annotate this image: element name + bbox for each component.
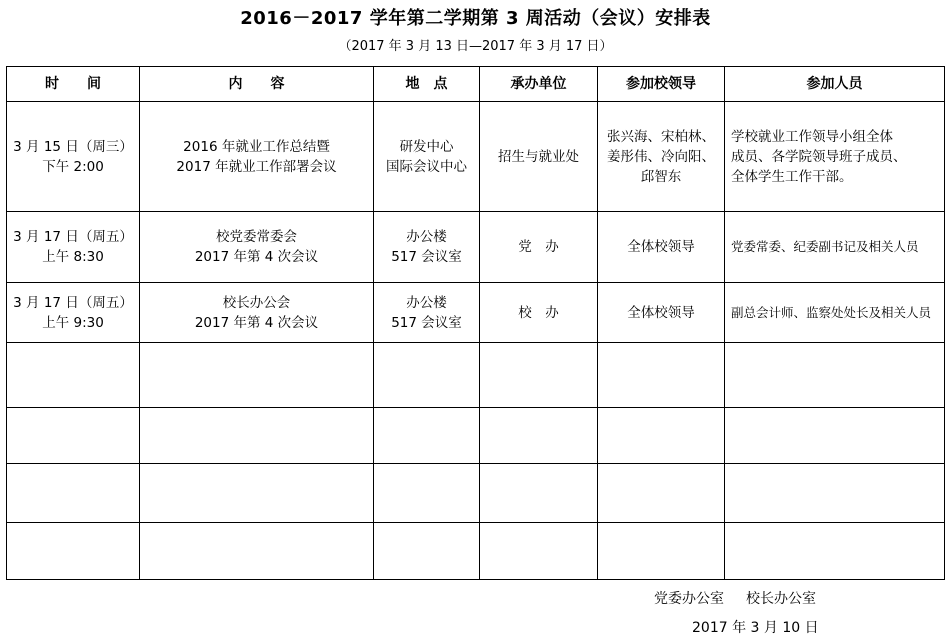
cell-place: 办公楼 517 会议室 (374, 212, 480, 283)
empty-cell (374, 343, 480, 408)
cell-content: 校党委常委会 2017 年第 4 次会议 (140, 212, 374, 283)
table-row (7, 283, 945, 343)
date-range-subtitle: （2017 年 3 月 13 日—2017 年 3 月 17 日） (338, 39, 613, 54)
table-row (7, 102, 945, 212)
empty-cell (725, 464, 945, 523)
issuer-party-office: 党委办公室 (654, 591, 724, 607)
header-content: 内 容 (140, 67, 374, 102)
cell-content: 2016 年就业工作总结暨 2017 年就业工作部署会议 (140, 102, 374, 212)
empty-row (7, 343, 945, 408)
cell-organizer: 招生与就业处 (480, 102, 598, 212)
cell-attendees: 党委常委、纪委副书记及相关人员 (725, 212, 945, 283)
empty-cell (598, 408, 725, 464)
header-place: 地 点 (374, 67, 480, 102)
empty-cell (598, 464, 725, 523)
cell-leaders: 全体校领导 (598, 212, 725, 283)
empty-row (7, 464, 945, 523)
cell-attendees: 学校就业工作领导小组全体 成员、各学院领导班子成员、 全体学生工作干部。 (725, 102, 945, 212)
issuer-president-office: 校长办公室 (746, 591, 816, 607)
cell-leaders: 张兴海、宋柏林、 姜彤伟、冷向阳、 邱智东 (598, 102, 725, 212)
cell-attendees: 副总会计师、监察处处长及相关人员 (725, 283, 945, 343)
cell-time: 3 月 17 日（周五） 上午 9:30 (7, 283, 140, 343)
empty-cell (7, 464, 140, 523)
header-organizer: 承办单位 (480, 67, 598, 102)
empty-cell (480, 343, 598, 408)
empty-cell (725, 343, 945, 408)
empty-cell (725, 523, 945, 580)
empty-row (7, 523, 945, 580)
empty-cell (480, 523, 598, 580)
header-leaders: 参加校领导 (598, 67, 725, 102)
empty-cell (598, 343, 725, 408)
table-row (7, 212, 945, 283)
empty-cell (725, 408, 945, 464)
empty-cell (480, 408, 598, 464)
cell-content: 校长办公会 2017 年第 4 次会议 (140, 283, 374, 343)
cell-organizer: 党 办 (480, 212, 598, 283)
empty-cell (140, 464, 374, 523)
schedule-table (6, 66, 945, 580)
cell-time: 3 月 15 日（周三） 下午 2:00 (7, 102, 140, 212)
page-title: 2016－2017 学年第二学期第 3 周活动（会议）安排表 (240, 8, 711, 29)
empty-cell (140, 523, 374, 580)
empty-cell (374, 523, 480, 580)
empty-cell (7, 523, 140, 580)
empty-cell (140, 343, 374, 408)
empty-row (7, 408, 945, 464)
table-header-row (7, 67, 945, 102)
empty-cell (7, 343, 140, 408)
header-attendees: 参加人员 (725, 67, 945, 102)
cell-time: 3 月 17 日（周五） 上午 8:30 (7, 212, 140, 283)
empty-cell (374, 408, 480, 464)
cell-organizer: 校 办 (480, 283, 598, 343)
empty-cell (374, 464, 480, 523)
cell-leaders: 全体校领导 (598, 283, 725, 343)
empty-cell (140, 408, 374, 464)
header-time: 时 间 (7, 67, 140, 102)
empty-cell (598, 523, 725, 580)
empty-cell (480, 464, 598, 523)
cell-place: 办公楼 517 会议室 (374, 283, 480, 343)
empty-cell (7, 408, 140, 464)
issuing-offices (654, 588, 816, 608)
cell-place: 研发中心 国际会议中心 (374, 102, 480, 212)
issue-date: 2017 年 3 月 10 日 (692, 620, 819, 636)
